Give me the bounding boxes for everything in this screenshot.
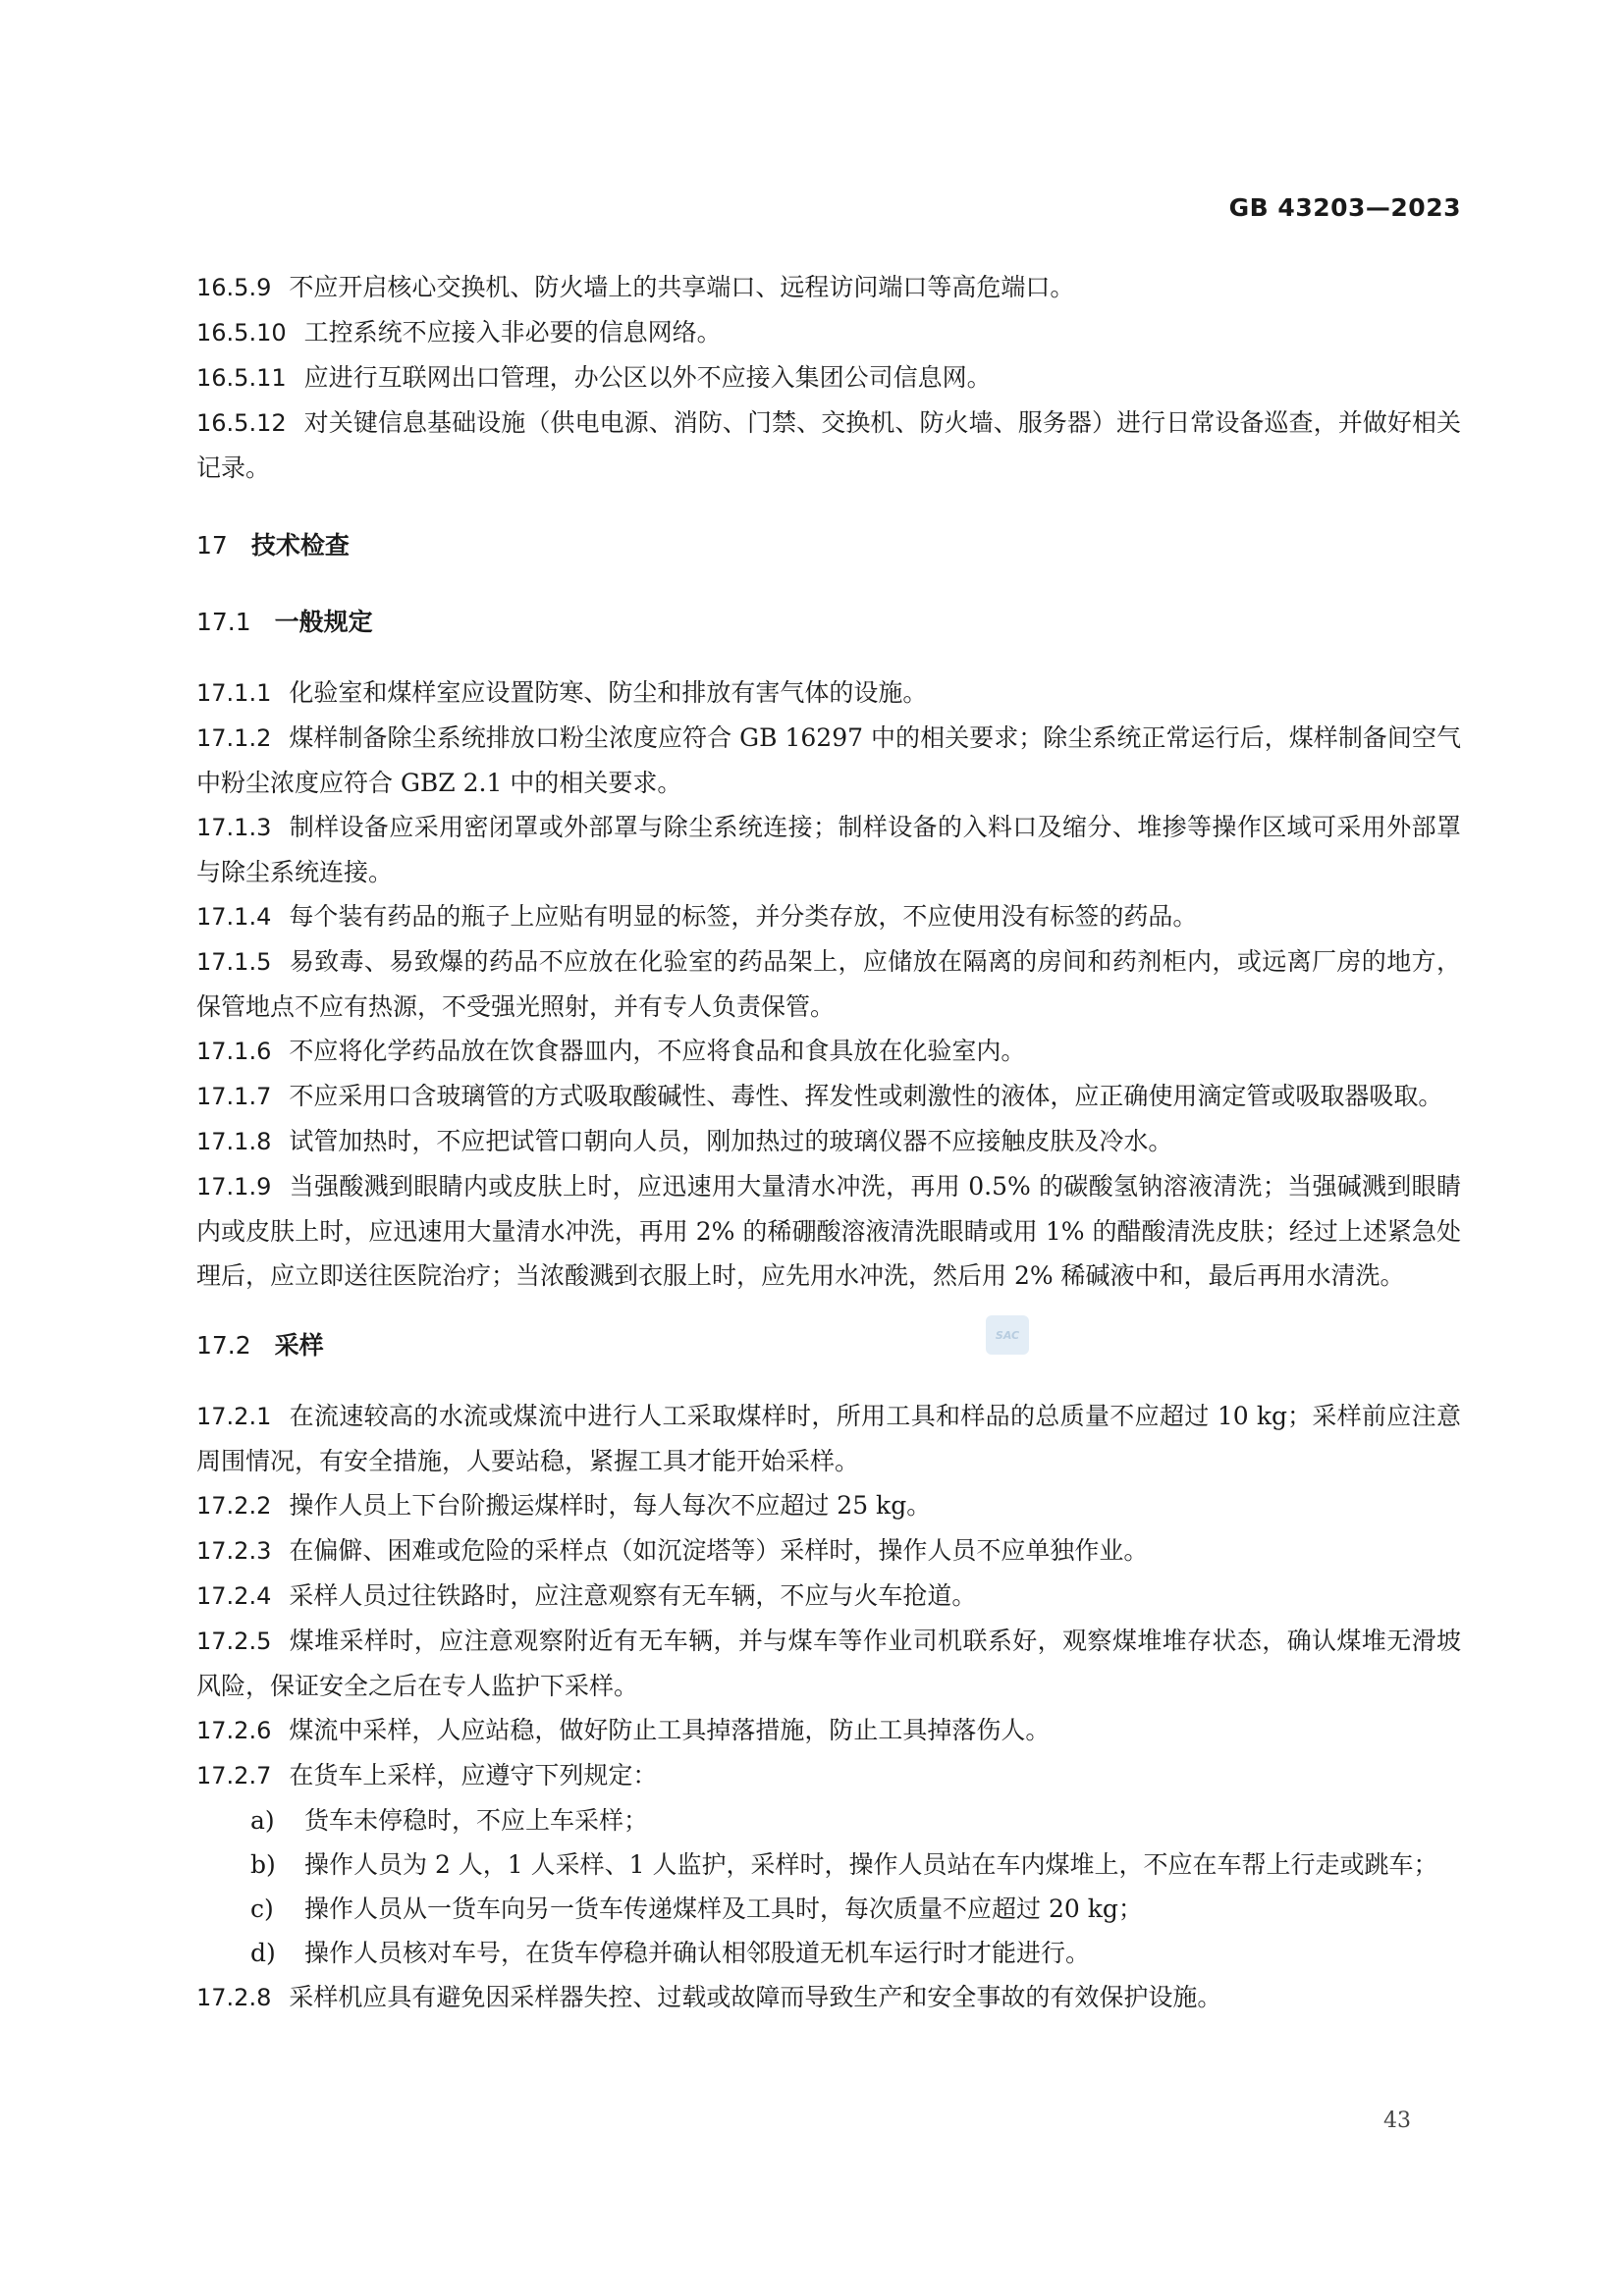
clause-17-2-1	[196, 1394, 1461, 1483]
clause-17-1-5	[196, 939, 1461, 1029]
clause-text: 煤堆采样时，应注意观察附近有无车辆，并与煤车等作业司机联系好，观察煤堆堆存状态，确认煤堆无滑坡风险，保证安全之后在专人监护下采样。	[196, 1627, 1461, 1700]
clause-number: 16.5.12	[196, 409, 287, 437]
clause-17-2-5	[196, 1619, 1461, 1708]
clause-17-1-3	[196, 805, 1461, 894]
list-text: 操作人员核对车号，在货车停稳并确认相邻股道无机车运行时才能进行。	[304, 1939, 1091, 1967]
list-label: d)	[250, 1939, 276, 1967]
clause-number: 16.5.9	[196, 274, 272, 301]
clause-text: 采样人员过往铁路时，应注意观察有无车辆，不应与火车抢道。	[289, 1581, 977, 1610]
clause-text: 采样机应具有避免因采样器失控、过载或故障而导致生产和安全事故的有效保护设施。	[289, 1983, 1222, 2011]
list-label: b)	[250, 1850, 276, 1879]
clause-text: 不应开启核心交换机、防火墙上的共享端口、远程访问端口等高危端口。	[289, 273, 1075, 301]
clause-number: 17.1.6	[196, 1038, 272, 1065]
clause-number: 17.2.6	[196, 1717, 272, 1744]
clause-text: 煤流中采样，人应站稳，做好防止工具掉落措施，防止工具掉落伤人。	[289, 1716, 1051, 1744]
clause-text: 不应将化学药品放在饮食器皿内，不应将食品和食具放在化验室内。	[289, 1037, 1026, 1065]
clause-number: 17.1.8	[196, 1128, 272, 1155]
clause-17-2-3	[196, 1528, 1461, 1574]
clause-number: 17.2.4	[196, 1582, 272, 1610]
list-text: 货车未停稳时，不应上车采样；	[304, 1806, 649, 1835]
clause-17-1-1	[196, 670, 1461, 716]
section-heading-17-1	[196, 600, 1461, 644]
clause-text: 在货车上采样，应遵守下列规定：	[289, 1761, 658, 1789]
clause-number: 17.2.2	[196, 1492, 272, 1520]
clause-text: 制样设备应采用密闭罩或外部罩与除尘系统连接；制样设备的入料口及缩分、堆掺等操作区域可采用外部罩与除尘系统连接。	[196, 813, 1461, 886]
sac-watermark-logo: SAC	[986, 1315, 1029, 1355]
clause-number: 17.2.7	[196, 1762, 272, 1789]
clause-17-2-4	[196, 1574, 1461, 1619]
clause-17-1-2	[196, 716, 1461, 805]
clause-text: 在流速较高的水流或煤流中进行人工采取煤样时，所用工具和样品的总质量不应超过 10 kg；采样前应注意周围情况，有安全措施，人要站稳，紧握工具才能开始采样。	[196, 1402, 1461, 1475]
clause-17-1-7	[196, 1074, 1461, 1119]
clause-16-5-12	[196, 400, 1461, 490]
clause-16-5-9	[196, 265, 1461, 310]
clause-number: 17.1.7	[196, 1083, 272, 1110]
clause-text: 当强酸溅到眼睛内或皮肤上时，应迅速用大量清水冲洗，再用 0.5% 的碳酸氢钠溶液清洗；当强碱溅到眼睛内或皮肤上时，应迅速用大量清水冲洗，再用 2% 的稀硼酸溶液清洗眼睛或用 1% 的醋酸清洗皮肤；经过上述紧急处理后，应立即送往医院治疗；当浓酸溅到衣服上时，应先用水冲洗，然后用 2% 稀碱液中和，最后再用水清洗。	[196, 1172, 1461, 1290]
list-label: c)	[250, 1895, 274, 1923]
chapter-number: 17	[196, 531, 228, 560]
clause-number: 17.2.1	[196, 1403, 272, 1430]
clause-17-1-8	[196, 1119, 1461, 1164]
clause-number: 17.1.1	[196, 679, 272, 707]
list-item-d	[196, 1931, 1461, 1975]
clause-text: 工控系统不应接入非必要的信息网络。	[303, 318, 722, 347]
clause-text: 每个装有药品的瓶子上应贴有明显的标签，并分类存放，不应使用没有标签的药品。	[289, 902, 1198, 931]
list-text: 操作人员从一货车向另一货车传递煤样及工具时，每次质量不应超过 20 kg；	[304, 1895, 1143, 1923]
clause-number: 17.2.3	[196, 1537, 272, 1565]
clause-17-2-2	[196, 1483, 1461, 1528]
section-number: 17.2	[196, 1331, 251, 1360]
clause-text: 化验室和煤样室应设置防寒、防尘和排放有害气体的设施。	[289, 678, 928, 707]
clause-17-1-6	[196, 1029, 1461, 1074]
clause-17-2-6	[196, 1708, 1461, 1753]
document-body	[196, 265, 1461, 2020]
list-item-b	[196, 1842, 1461, 1887]
section-title: 一般规定	[274, 608, 373, 636]
clause-text: 应进行互联网出口管理，办公区以外不应接入集团公司信息网。	[303, 363, 992, 392]
chapter-title: 技术检查	[250, 531, 350, 560]
standard-number: GB 43203—2023	[1228, 193, 1461, 222]
clause-16-5-11	[196, 355, 1461, 400]
clause-text: 操作人员上下台阶搬运煤样时，每人每次不应超过 25 kg。	[289, 1491, 932, 1520]
section-number: 17.1	[196, 608, 251, 636]
clause-text: 对关键信息基础设施（供电电源、消防、门禁、交换机、防火墙、服务器）进行日常设备巡查，并做好相关记录。	[196, 408, 1461, 482]
list-text: 操作人员为 2 人，1 人采样、1 人监护，采样时，操作人员站在车内煤堆上，不应在车帮上行走或跳车；	[304, 1850, 1438, 1879]
clause-number: 16.5.11	[196, 364, 287, 392]
clause-number: 17.1.5	[196, 948, 272, 976]
clause-17-2-7	[196, 1753, 1461, 1798]
clause-number: 17.2.8	[196, 1984, 272, 2011]
clause-number: 17.1.9	[196, 1173, 272, 1201]
clause-number: 17.1.4	[196, 903, 272, 931]
clause-17-1-9	[196, 1164, 1461, 1298]
section-heading-17-2	[196, 1323, 1461, 1367]
page-number: 43	[1383, 2109, 1411, 2133]
clause-16-5-10	[196, 310, 1461, 355]
clause-number: 17.1.2	[196, 724, 272, 752]
clause-number: 17.1.3	[196, 814, 272, 841]
chapter-heading	[196, 523, 1461, 567]
clause-text: 易致毒、易致爆的药品不应放在化验室的药品架上，应储放在隔离的房间和药剂柜内，或远离厂房的地方，保管地点不应有热源，不受强光照射，并有专人负责保管。	[196, 947, 1461, 1021]
clause-text: 试管加热时，不应把试管口朝向人员，刚加热过的玻璃仪器不应接触皮肤及冷水。	[289, 1127, 1173, 1155]
clause-text: 煤样制备除尘系统排放口粉尘浓度应符合 GB 16297 中的相关要求；除尘系统正常运行后，煤样制备间空气中粉尘浓度应符合 GBZ 2.1 中的相关要求。	[196, 723, 1461, 797]
clause-17-1-4	[196, 894, 1461, 939]
clause-text: 不应采用口含玻璃管的方式吸取酸碱性、毒性、挥发性或刺激性的液体，应正确使用滴定管或吸取器吸取。	[289, 1082, 1443, 1110]
clause-17-2-8	[196, 1975, 1461, 2020]
list-label: a)	[250, 1806, 275, 1835]
list-item-a	[196, 1798, 1461, 1842]
clause-number: 16.5.10	[196, 319, 287, 347]
list-item-c	[196, 1887, 1461, 1931]
clause-number: 17.2.5	[196, 1628, 272, 1655]
clause-text: 在偏僻、困难或危险的采样点（如沉淀塔等）采样时，操作人员不应单独作业。	[289, 1536, 1149, 1565]
section-title: 采样	[274, 1331, 324, 1360]
